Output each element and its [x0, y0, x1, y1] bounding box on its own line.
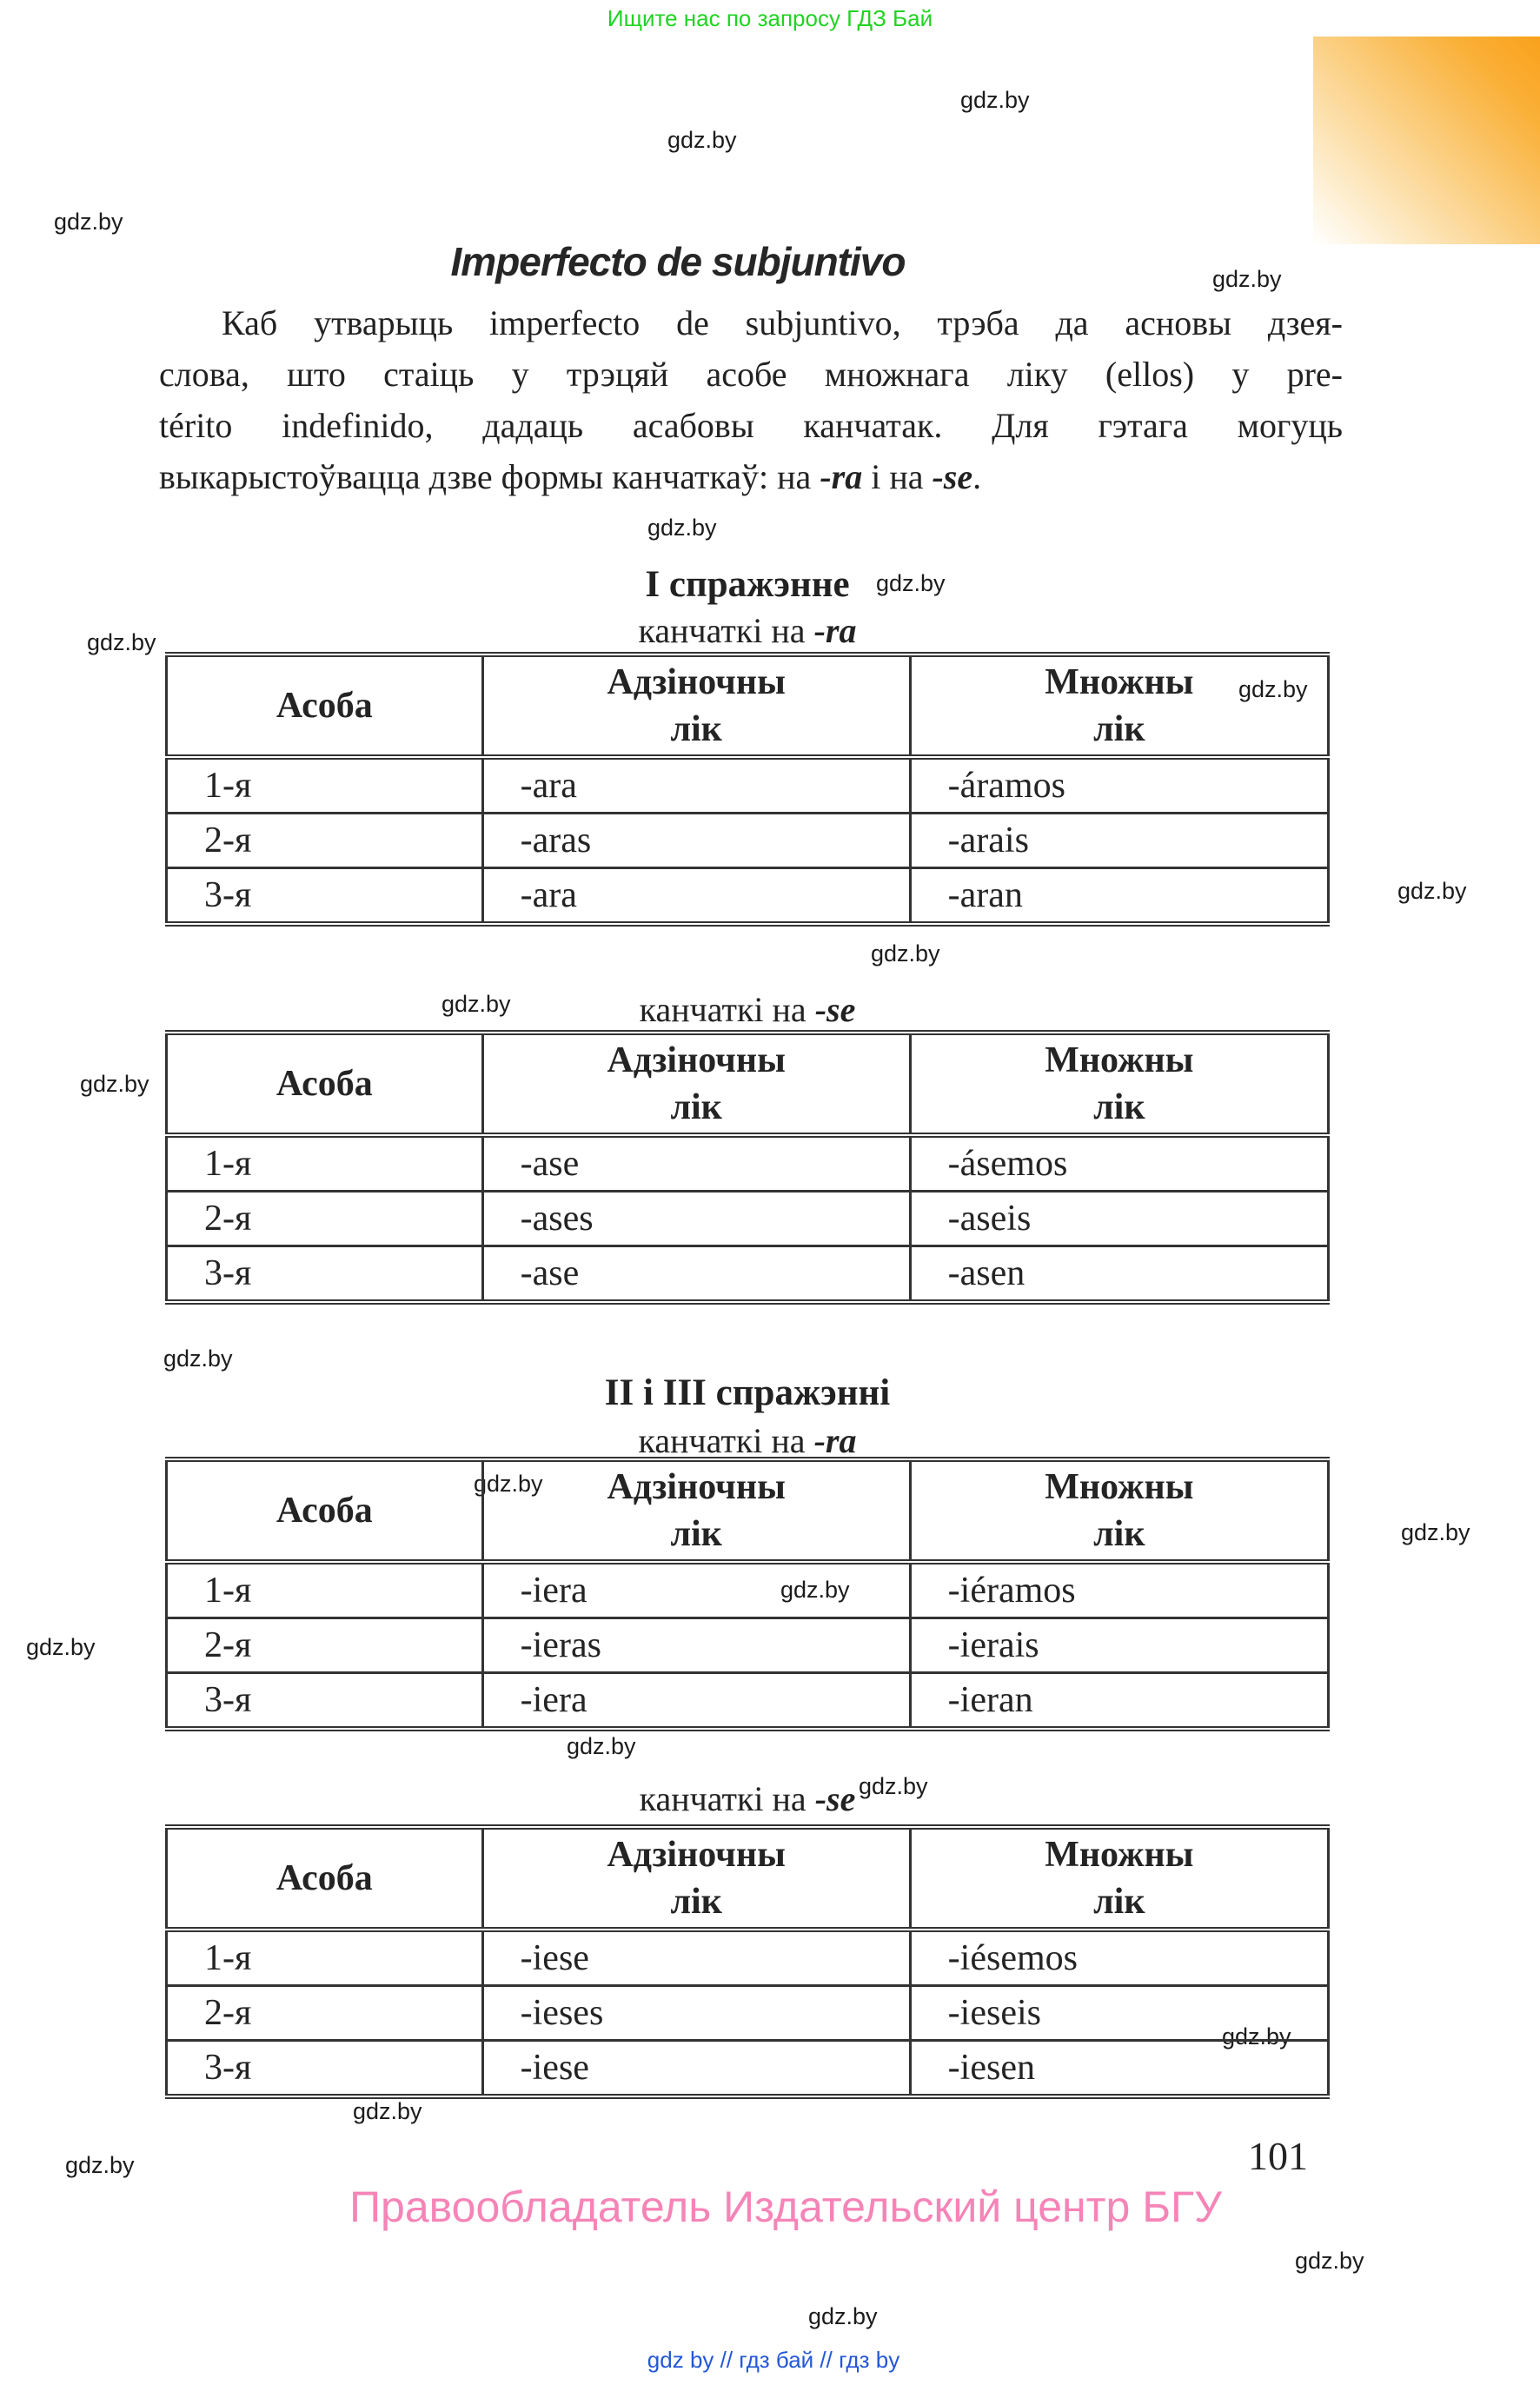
table-row — [167, 868, 1329, 925]
table-row — [167, 1192, 1329, 1246]
orange-gradient-decoration — [1313, 37, 1540, 244]
gdzby-watermark: gdz.by — [871, 940, 940, 967]
gdzby-watermark: gdz.by — [441, 991, 511, 1017]
table-cell: 1-я — [167, 1930, 483, 1986]
intro-line: слова, што стаіць у трэцяй асобе множнага ліку (ellos) у pre- — [159, 355, 1343, 394]
gdzby-watermark: gdz.by — [567, 1733, 636, 1759]
table-row — [167, 757, 1329, 814]
table-cell: -iese — [482, 2041, 910, 2097]
table-cell: 2-я — [167, 814, 483, 868]
table-row — [167, 1930, 1329, 1986]
gdzby-watermark: gdz.by — [163, 1345, 233, 1372]
table-cell: -ieran — [910, 1673, 1328, 1730]
table-cell: 2-я — [167, 1618, 483, 1673]
table-caption-se-1: канчаткі на -se — [639, 990, 856, 1029]
section-heading-conjugation-1: І спражэнне — [645, 564, 850, 605]
table-cell: -ase — [482, 1246, 910, 1303]
gdzby-watermark: gdz.by — [859, 1773, 928, 1799]
conjugation-table — [165, 1457, 1330, 1731]
table-row — [167, 1986, 1329, 2041]
table-row — [167, 1135, 1329, 1192]
table-cell: 1-я — [167, 1562, 483, 1618]
table-header-cell: Адзіночны лік — [482, 1033, 910, 1135]
conjugation-table — [165, 1030, 1330, 1305]
table-header-row — [167, 1827, 1329, 1930]
table-cell: 2-я — [167, 1986, 483, 2041]
table-cell: -iera — [482, 1673, 910, 1730]
table-header-cell: Множны лік — [910, 1459, 1328, 1562]
table-cell: -ara — [482, 868, 910, 925]
table-cell: -iéramos — [910, 1562, 1328, 1618]
table-cell: -ierais — [910, 1618, 1328, 1673]
table-header-row — [167, 1459, 1329, 1562]
table-cell: 2-я — [167, 1192, 483, 1246]
table-cell: -aran — [910, 868, 1328, 925]
conjugation-table — [165, 652, 1330, 927]
gdzby-watermark: gdz.by — [1238, 676, 1308, 702]
table-cell: -iesen — [910, 2041, 1328, 2097]
intro-line: térito indefinido, дадаць асабовы канчатак. Для гэтага могуць — [159, 406, 1343, 445]
table-row — [167, 1618, 1329, 1673]
footer-links-text: gdz by // гдз бай // гдз by — [647, 2347, 900, 2373]
table-cell: -ase — [482, 1135, 910, 1192]
gdzby-watermark: gdz.by — [65, 2152, 135, 2178]
gdzby-watermark: gdz.by — [54, 209, 123, 235]
gdzby-watermark: gdz.by — [876, 570, 946, 596]
table-header-cell: Множны лік — [910, 1033, 1328, 1135]
table-cell: 3-я — [167, 1246, 483, 1303]
conjugation-table-1-ra — [165, 652, 1330, 927]
table-cell: -arais — [910, 814, 1328, 868]
table-header-cell: Адзіночны лік — [482, 1459, 910, 1562]
table-cell: 1-я — [167, 1135, 483, 1192]
table-cell: -iese — [482, 1930, 910, 1986]
intro-paragraph — [159, 297, 1343, 502]
table-row — [167, 1562, 1329, 1618]
table-caption-ra-1: канчаткі на -ra — [638, 611, 857, 650]
intro-line: выкарыстоўвацца дзве формы канчаткаў: на -ra і на -se. — [159, 457, 982, 496]
gdzby-watermark: gdz.by — [1222, 2023, 1291, 2050]
table-cell: -aras — [482, 814, 910, 868]
table-cell: -ara — [482, 757, 910, 814]
gdzby-watermark: gdz.by — [647, 515, 717, 541]
table-cell: 3-я — [167, 1673, 483, 1730]
table-row — [167, 2041, 1329, 2097]
table-header-cell: Множны лік — [910, 654, 1328, 757]
table-header-cell: Множны лік — [910, 1827, 1328, 1930]
table-cell: -ieses — [482, 1986, 910, 2041]
page-title: Imperfecto de subjuntivo — [450, 239, 906, 284]
table-header-cell: Асоба — [167, 1459, 483, 1562]
table-header-cell: Асоба — [167, 1827, 483, 1930]
table-cell: -iera — [482, 1562, 910, 1618]
promo-banner-text: Ищите нас по запросу ГДЗ Бай — [607, 5, 933, 31]
table-cell: 1-я — [167, 757, 483, 814]
table-header-cell: Асоба — [167, 654, 483, 757]
table-cell: 3-я — [167, 2041, 483, 2097]
gdzby-watermark: gdz.by — [1212, 266, 1282, 292]
table-cell: -ieseis — [910, 1986, 1328, 2041]
table-header-cell: Адзіночны лік — [482, 654, 910, 757]
table-cell: -aseis — [910, 1192, 1328, 1246]
table-header-row — [167, 654, 1329, 757]
conjugation-table-2-se — [165, 1824, 1330, 2099]
copyright-line: Правообладатель Издательский центр БГУ — [349, 2182, 1222, 2231]
gdzby-watermark: gdz.by — [474, 1471, 543, 1497]
table-caption-se-2: канчаткі на -se — [639, 1779, 856, 1818]
table-cell: -iésemos — [910, 1930, 1328, 1986]
table-cell: -ases — [482, 1192, 910, 1246]
gdzby-watermark: gdz.by — [353, 2098, 422, 2124]
gdzby-watermark: gdz.by — [1397, 878, 1467, 904]
table-row — [167, 1673, 1329, 1730]
gdzby-watermark: gdz.by — [1401, 1519, 1470, 1545]
table-row — [167, 1246, 1329, 1303]
gdzby-watermark: gdz.by — [808, 2303, 878, 2329]
gdzby-watermark: gdz.by — [1295, 2248, 1364, 2274]
table-header-cell: Адзіночны лік — [482, 1827, 910, 1930]
intro-line: Каб утварыць imperfecto de subjuntivo, трэба да асновы дзея- — [222, 303, 1343, 342]
table-row — [167, 814, 1329, 868]
gdzby-watermark: gdz.by — [960, 87, 1030, 113]
gdzby-watermark: gdz.by — [780, 1577, 850, 1603]
gdzby-watermark: gdz.by — [26, 1634, 96, 1660]
table-header-cell: Асоба — [167, 1033, 483, 1135]
table-cell: -áramos — [910, 757, 1328, 814]
gdzby-watermark: gdz.by — [667, 127, 737, 153]
gdzby-watermark: gdz.by — [80, 1071, 149, 1097]
page-number: 101 — [1248, 2134, 1308, 2178]
table-cell: -ásemos — [910, 1135, 1328, 1192]
conjugation-table — [165, 1824, 1330, 2099]
conjugation-table-1-se — [165, 1030, 1330, 1305]
table-caption-ra-2: канчаткі на -ra — [638, 1421, 857, 1460]
table-header-row — [167, 1033, 1329, 1135]
gdzby-watermark: gdz.by — [87, 629, 156, 655]
table-cell: 3-я — [167, 868, 483, 925]
table-cell: -asen — [910, 1246, 1328, 1303]
conjugation-table-2-ra — [165, 1457, 1330, 1731]
section-heading-conjugation-2-3: ІІ і ІІІ спражэнні — [604, 1372, 891, 1413]
table-cell: -ieras — [482, 1618, 910, 1673]
